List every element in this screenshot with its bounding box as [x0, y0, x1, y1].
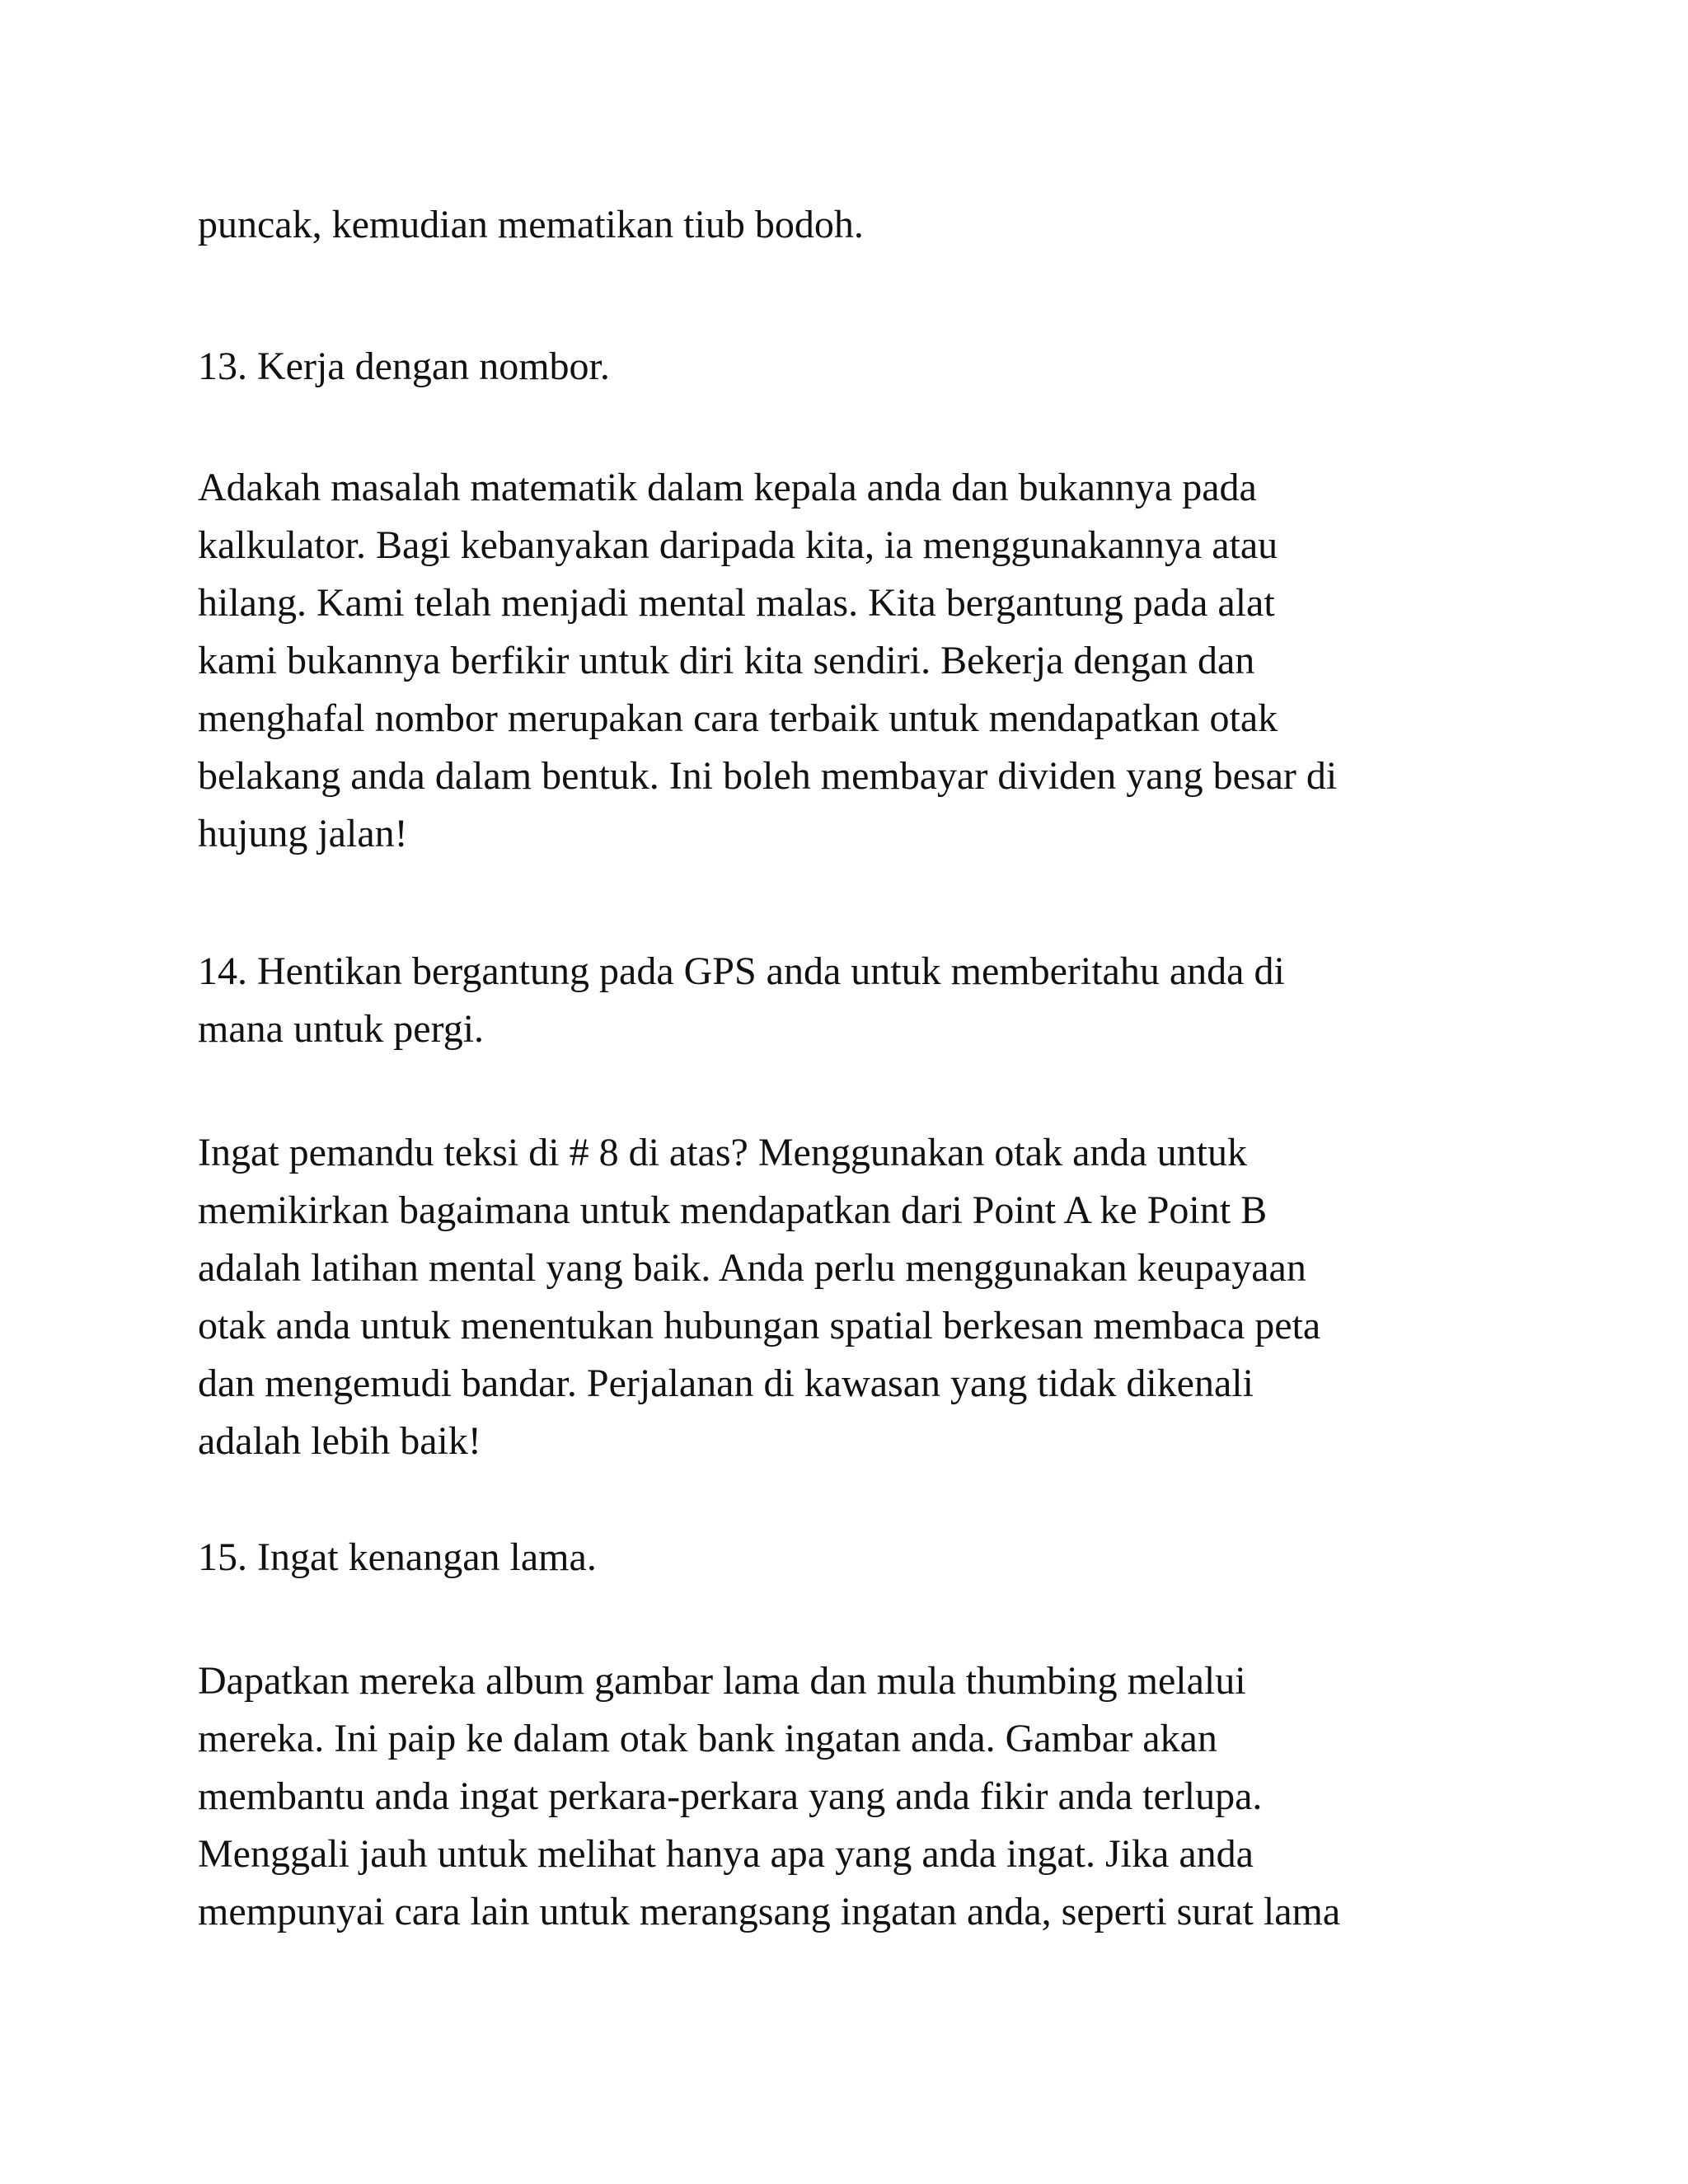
text-line: memikirkan bagaimana untuk mendapatkan dari Point A ke Point B — [198, 1188, 1268, 1232]
text-line: puncak, kemudian mematikan tiub bodoh. — [198, 203, 864, 246]
heading-line: 15. Ingat kenangan lama. — [198, 1535, 597, 1579]
text-line: mereka. Ini paip ke dalam otak bank ingatan anda. Gambar akan — [198, 1717, 1217, 1760]
text-line: hujung jalan! — [198, 812, 408, 855]
heading-line: 13. Kerja dengan nombor. — [198, 344, 610, 388]
text-line: adalah latihan mental yang baik. Anda perlu menggunakan keupayaan — [198, 1246, 1306, 1290]
text-line: kalkulator. Bagi kebanyakan daripada kita, ia menggunakannya atau — [198, 523, 1278, 567]
section-heading-13 — [198, 338, 1484, 396]
text-line: membantu anda ingat perkara-perkara yang anda fikir anda terlupa. — [198, 1774, 1263, 1818]
text-line: mempunyai cara lain untuk merangsang ingatan anda, seperti surat lama — [198, 1890, 1341, 1933]
heading-line: 14. Hentikan bergantung pada GPS anda untuk memberitahu anda di — [198, 949, 1285, 993]
text-line: belakang anda dalam bentuk. Ini boleh membayar dividen yang besar di — [198, 754, 1338, 798]
text-line: Menggali jauh untuk melihat hanya apa yang anda ingat. Jika anda — [198, 1832, 1254, 1876]
text-line: Ingat pemandu teksi di # 8 di atas? Menggunakan otak anda untuk — [198, 1131, 1248, 1174]
text-line: dan mengemudi bandar. Perjalanan di kawasan yang tidak dikenali — [198, 1361, 1254, 1405]
text-line: hilang. Kami telah menjadi mental malas. Kita bergantung pada alat — [198, 581, 1275, 625]
text-line: Adakah masalah matematik dalam kepala anda dan bukannya pada — [198, 466, 1257, 509]
paragraph-14 — [198, 1124, 1484, 1470]
text-line: adalah lebih baik! — [198, 1419, 481, 1463]
text-line: menghafal nombor merupakan cara terbaik untuk mendapatkan otak — [198, 696, 1278, 740]
section-heading-15 — [198, 1529, 1484, 1586]
text-line: kami bukannya berfikir untuk diri kita sendiri. Bekerja dengan dan — [198, 639, 1255, 682]
paragraph-13 — [198, 459, 1484, 863]
heading-line: mana untuk pergi. — [198, 1007, 485, 1051]
paragraph-continuation — [198, 196, 1484, 254]
text-line: Dapatkan mereka album gambar lama dan mula thumbing melalui — [198, 1659, 1246, 1703]
paragraph-15 — [198, 1652, 1484, 1941]
text-line: otak anda untuk menentukan hubungan spatial berkesan membaca peta — [198, 1304, 1321, 1347]
section-heading-14 — [198, 943, 1484, 1058]
